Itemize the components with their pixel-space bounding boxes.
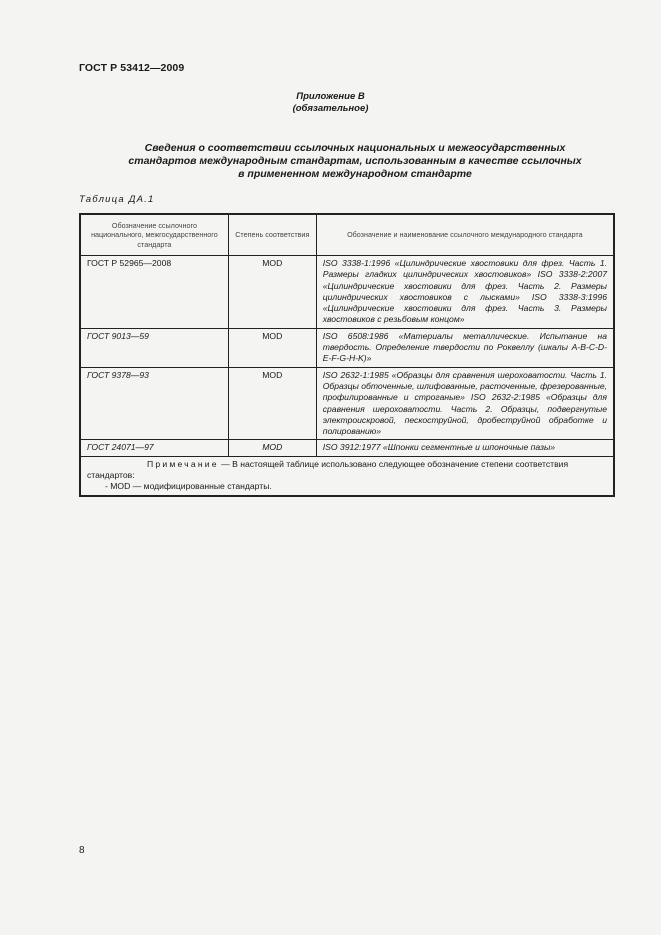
section-title-line: в примененном международном стандарте — [238, 168, 472, 180]
header-reference: Обозначение и наименование ссылочного международного стандарта — [316, 214, 614, 256]
appendix-title: Приложение В — [296, 91, 365, 102]
document-id: ГОСТ Р 53412—2009 — [79, 62, 185, 74]
table-note — [80, 456, 614, 495]
reference-table — [79, 213, 615, 497]
table-row — [80, 328, 614, 367]
cell-degree: MOD — [228, 328, 316, 367]
header-degree: Степень соответствия — [228, 214, 316, 256]
section-title — [95, 142, 615, 181]
section-title-line: Сведения о соответствии ссылочных национальных и межгосударственных — [144, 142, 566, 154]
cell-standard: ГОСТ Р 52965—2008 — [80, 256, 228, 329]
note-item: - MOD — модифицированные стандарты. — [105, 481, 272, 492]
cell-degree: MOD — [228, 367, 316, 440]
header-standard: Обозначение ссылочного национального, межгосударственного стандарта — [80, 214, 228, 256]
cell-reference: ISO 3338-1:1996 «Цилиндрические хвостовики для фрез. Часть 1. Размеры гладких цилиндрических хвостовиков» ISO 3338-2:2007 «Цилиндрические хвостовики для фрез. Часть 2. Размеры цилиндрических хвостовиков с лысками» ISO 3338-3:1996 «Цилиндрические хвостовики для фрез. Часть 3. Размеры хвостовиков с резьбовым концом» — [316, 256, 614, 329]
table-caption: Таблица ДА.1 — [79, 194, 155, 205]
note-label: Примечание — [147, 458, 219, 469]
cell-degree: MOD — [228, 256, 316, 329]
note-text — [87, 459, 607, 482]
page-number: 8 — [79, 845, 85, 856]
cell-standard: ГОСТ 9013—59 — [80, 328, 228, 367]
note-body: — В настоящей таблице использовано следующее обозначение степени соответствия стандартов: — [87, 458, 569, 481]
table-row — [80, 440, 614, 456]
section-title-line: стандартов международным стандартам, использованным в качестве ссылочных — [128, 155, 582, 167]
cell-reference: ISO 2632-1:1985 «Образцы для сравнения шероховатости. Часть 1. Образцы обточенные, шлифованные, расточенные, фрезерованные, профилированные и строганые» ISO 2632-2:1985 «Образцы для сравнения шероховатости. Часть 2. Образцы, подвергнутые электроискровой, пескоструйной, дробеструйной обработке и полированию» — [316, 367, 614, 440]
table-row — [80, 367, 614, 440]
table-header-row — [80, 214, 614, 256]
cell-degree: MOD — [228, 440, 316, 456]
table-note-row — [80, 456, 614, 495]
appendix-subtitle: (обязательное) — [292, 103, 369, 114]
appendix-heading — [0, 91, 661, 115]
cell-standard: ГОСТ 24071—97 — [80, 440, 228, 456]
table-row — [80, 256, 614, 329]
cell-standard: ГОСТ 9378—93 — [80, 367, 228, 440]
cell-reference: ISO 3912:1977 «Шпонки сегментные и шпоночные пазы» — [316, 440, 614, 456]
cell-reference: ISO 6508:1986 «Материалы металлические. Испытание на твердость. Определение твердости по Роквеллу (шкалы A-B-C-D-E-F-G-H-K)» — [316, 328, 614, 367]
